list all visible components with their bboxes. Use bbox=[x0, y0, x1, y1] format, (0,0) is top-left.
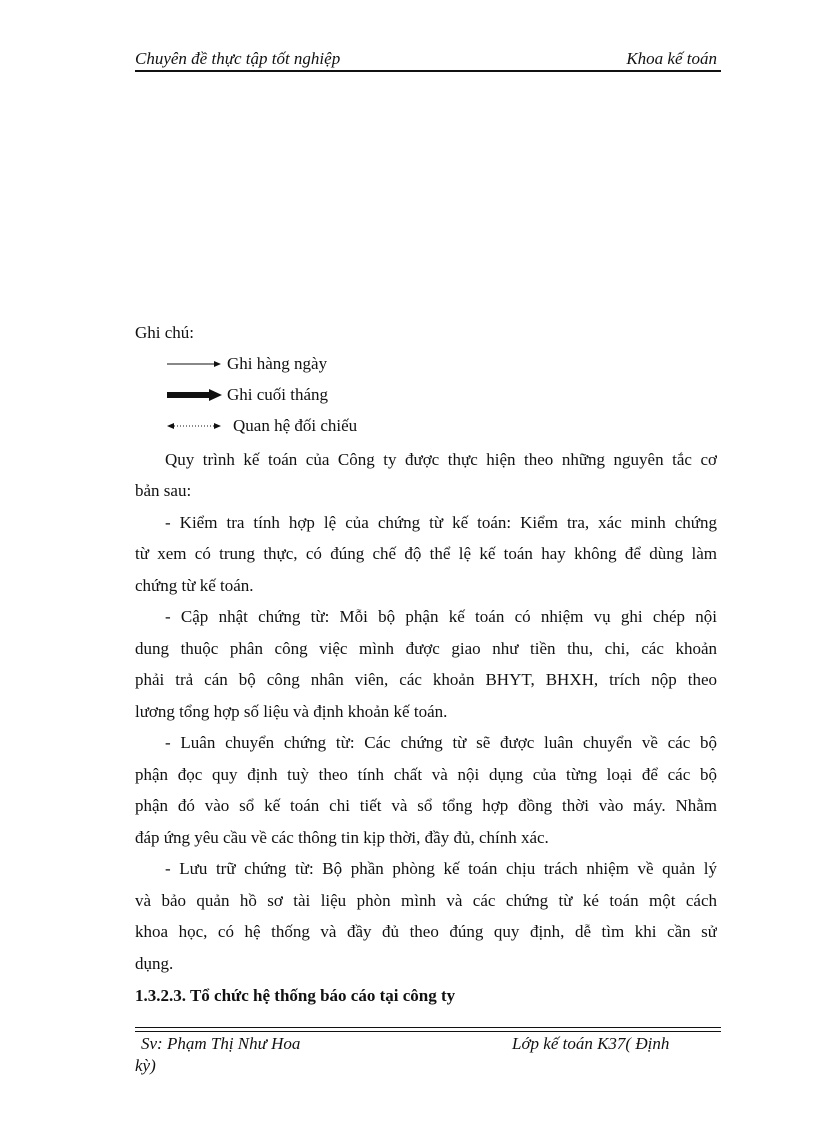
page-header bbox=[135, 48, 721, 72]
legend-item-daily bbox=[165, 354, 327, 374]
text-line: dụng. bbox=[135, 954, 174, 973]
text-line: đáp ứng yêu cầu về các thông tin kịp thời, đầy đủ, chính xác. bbox=[135, 828, 549, 847]
legend-label: Quan hệ đối chiếu bbox=[233, 416, 358, 435]
text-line: - Cập nhật chứng từ: Mỗi bộ phận kế toán có nhiệm vụ ghi chép nội bbox=[165, 607, 717, 626]
footer-rule bbox=[135, 1031, 721, 1032]
legend-item-monthly bbox=[165, 385, 328, 405]
footer-student-name: Sv: Phạm Thị Như Hoa bbox=[141, 1034, 301, 1053]
footer-class-continuation: kỳ) bbox=[135, 1056, 156, 1075]
text-line: chứng từ kế toán. bbox=[135, 576, 254, 595]
text-line: và bảo quản hồ sơ tài liệu phòn mình và các chứng từ ké toán một cách bbox=[135, 891, 717, 910]
legend-title: Ghi chú: bbox=[135, 323, 195, 342]
text-line: từ xem có trung thực, có đúng chế độ thể lệ kế toán hay không để dùng làm bbox=[135, 544, 717, 563]
dotted-double-arrow-icon bbox=[165, 419, 223, 433]
legend-item-reconcile bbox=[165, 416, 357, 436]
text-line: - Lưu trữ chứng từ: Bộ phần phòng kế toán chịu trách nhiệm về quản lý bbox=[165, 859, 717, 878]
header-right-text: Khoa kế toán bbox=[626, 49, 717, 68]
text-line: khoa học, có hệ thống và đầy đủ theo đúng quy định, dễ tìm khi cần sử bbox=[135, 922, 717, 941]
legend-label: Ghi cuối tháng bbox=[227, 385, 329, 404]
text-line: - Kiểm tra tính hợp lệ của chứng từ kế toán: Kiểm tra, xác minh chứng bbox=[165, 513, 717, 532]
text-line: dung thuộc phân công việc mình được giao như tiền thu, chi, các khoản bbox=[135, 639, 717, 658]
text-line: phải trả cán bộ công nhân viên, các khoản BHYT, BHXH, trích nộp theo bbox=[135, 670, 717, 689]
text-line: - Luân chuyển chứng từ: Các chứng từ sẽ được luân chuyển về các bộ bbox=[165, 733, 717, 752]
thick-arrow-icon bbox=[165, 388, 223, 402]
section-heading: 1.3.2.3. Tổ chức hệ thống báo cáo tại công ty bbox=[135, 986, 456, 1005]
text-line: phận đọc quy định tuỳ theo tính chất và nội dụng của từng loại để các bộ bbox=[135, 765, 717, 784]
header-left-text: Chuyên đề thực tập tốt nghiệp bbox=[135, 49, 341, 68]
text-line: Quy trình kế toán của Công ty được thực hiện theo những nguyên tắc cơ bbox=[165, 450, 717, 469]
footer-rule bbox=[135, 1027, 721, 1028]
text-line: bản sau: bbox=[135, 481, 192, 500]
text-line: lương tổng hợp số liệu và định khoản kế toán. bbox=[135, 702, 448, 721]
text-line: phận đó vào sổ kế toán chi tiết và sổ tổng hợp đồng thời vào máy. Nhằm bbox=[135, 796, 717, 815]
thin-arrow-icon bbox=[165, 357, 223, 371]
legend-label: Ghi hàng ngày bbox=[227, 354, 328, 373]
footer-class-name: Lớp kế toán K37( Định bbox=[512, 1034, 670, 1053]
